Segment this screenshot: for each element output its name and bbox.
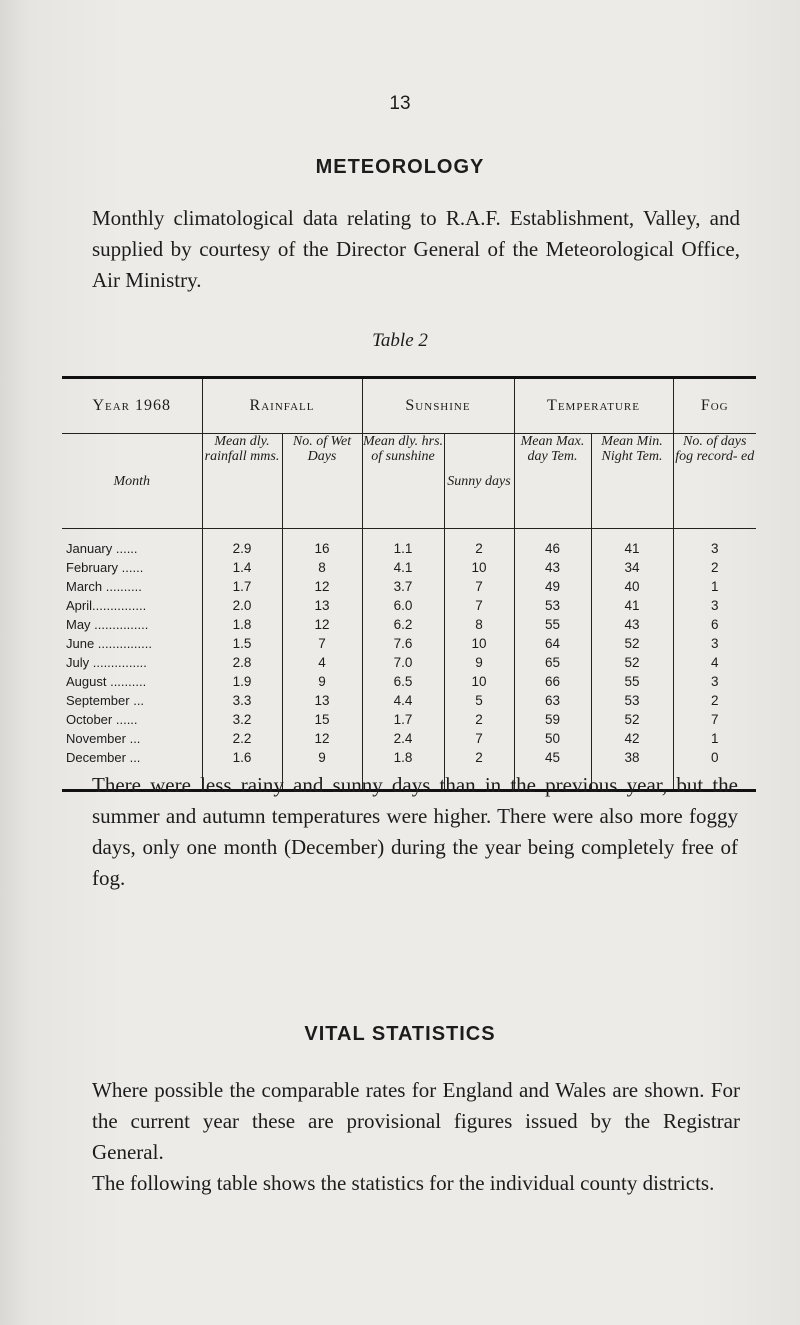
rain-cell: 2.8	[202, 653, 282, 672]
sun-cell: 4.1	[362, 558, 444, 577]
wet-cell: 9	[282, 748, 362, 791]
min-cell: 41	[591, 596, 673, 615]
max-cell: 59	[514, 710, 591, 729]
max-cell: 53	[514, 596, 591, 615]
table-caption: Table 2	[372, 330, 428, 351]
sun-cell: 7.6	[362, 634, 444, 653]
max-cell: 45	[514, 748, 591, 791]
sun-cell: 1.7	[362, 710, 444, 729]
fog-cell: 3	[710, 636, 719, 651]
sun-cell: 1.1	[362, 529, 444, 559]
month-cell: July ...............	[62, 653, 202, 672]
table-row	[62, 577, 756, 596]
fog-cell: 0	[710, 750, 719, 765]
min-cell: 52	[591, 634, 673, 653]
sunny-cell: 10	[444, 672, 514, 691]
sunny-cell: 7	[444, 596, 514, 615]
min-cell: 52	[591, 710, 673, 729]
rain-cell: 1.8	[202, 615, 282, 634]
table-row	[62, 634, 756, 653]
fog-cell: 3	[710, 598, 719, 613]
month-cell: December ...	[62, 748, 202, 791]
table-row	[62, 691, 756, 710]
wet-cell: 9	[282, 672, 362, 691]
meteorology-intro: Monthly climatological data relating to R.A.F. Establishment, Valley, and supplied by courtesy of the Director General of the Meteorological Office, Air Ministry.	[92, 206, 740, 292]
table-row	[62, 596, 756, 615]
min-cell: 55	[591, 672, 673, 691]
sun-cell: 2.4	[362, 729, 444, 748]
min-cell: 52	[591, 653, 673, 672]
month-cell: April...............	[62, 596, 202, 615]
sunny-cell: 8	[444, 615, 514, 634]
rain-cell: 1.6	[202, 748, 282, 791]
table-row	[62, 558, 756, 577]
fog-cell: 1	[710, 579, 719, 594]
table-row	[62, 672, 756, 691]
max-cell: 50	[514, 729, 591, 748]
wet-cell: 16	[282, 529, 362, 559]
max-cell: 64	[514, 634, 591, 653]
sunny-days-header: Sunny days	[444, 434, 514, 529]
month-cell: September ...	[62, 691, 202, 710]
month-cell: June ...............	[62, 634, 202, 653]
min-temp-header: Mean Min. Night Tem.	[591, 434, 673, 529]
rain-cell: 1.7	[202, 577, 282, 596]
sun-cell: 1.8	[362, 748, 444, 791]
max-cell: 46	[514, 529, 591, 559]
month-cell: February ......	[62, 558, 202, 577]
wet-cell: 13	[282, 596, 362, 615]
max-cell: 55	[514, 615, 591, 634]
climate-table	[62, 376, 756, 792]
wet-cell: 12	[282, 615, 362, 634]
fog-cell: 3	[710, 541, 719, 556]
rain-cell: 2.0	[202, 596, 282, 615]
sub-header-row	[62, 434, 756, 529]
vital-statistics-para-2: The following table shows the statistics for the individual county districts.	[92, 1171, 715, 1195]
fog-cell: 3	[710, 674, 719, 689]
sunny-cell: 10	[444, 558, 514, 577]
rain-cell: 3.3	[202, 691, 282, 710]
max-cell: 63	[514, 691, 591, 710]
vital-statistics-heading: VITAL STATISTICS	[304, 1023, 496, 1045]
max-cell: 66	[514, 672, 591, 691]
sun-cell: 6.0	[362, 596, 444, 615]
month-cell: August ..........	[62, 672, 202, 691]
sunny-cell: 5	[444, 691, 514, 710]
month-column-header: Month	[62, 434, 202, 529]
rain-cell: 2.2	[202, 729, 282, 748]
min-cell: 34	[591, 558, 673, 577]
sunny-cell: 10	[444, 634, 514, 653]
sunny-cell: 7	[444, 577, 514, 596]
sunshine-header: Sunshine	[362, 378, 514, 434]
temperature-header: Temperature	[514, 378, 673, 434]
month-cell: January ......	[62, 529, 202, 559]
sun-cell: 7.0	[362, 653, 444, 672]
rain-cell: 2.9	[202, 529, 282, 559]
fog-header: Fog	[673, 378, 756, 434]
min-cell: 43	[591, 615, 673, 634]
climate-table-body	[62, 529, 756, 791]
fog-cell: 4	[710, 655, 719, 670]
group-header-row	[62, 378, 756, 434]
year-header: Year 1968	[62, 378, 202, 434]
sun-cell: 6.2	[362, 615, 444, 634]
wet-cell: 15	[282, 710, 362, 729]
sun-cell: 4.4	[362, 691, 444, 710]
wet-cell: 8	[282, 558, 362, 577]
max-cell: 65	[514, 653, 591, 672]
rain-cell: 1.4	[202, 558, 282, 577]
sunny-cell: 7	[444, 729, 514, 748]
fog-cell: 7	[710, 712, 719, 727]
min-cell: 42	[591, 729, 673, 748]
page-number: 13	[389, 93, 411, 114]
rain-cell: 3.2	[202, 710, 282, 729]
table-row	[62, 729, 756, 748]
sunshine-mean-header: Mean dly. hrs. of sunshine	[362, 434, 444, 529]
month-cell: May ...............	[62, 615, 202, 634]
wet-cell: 12	[282, 577, 362, 596]
fog-cell: 2	[710, 693, 719, 708]
wet-cell: 13	[282, 691, 362, 710]
meteorology-summary: There were less rainy and sunny days than in the previous year, but the summer and autumn temperatures were higher. There were also more foggy days, only one month (December) during the year being completely free of fog.	[92, 773, 738, 890]
max-cell: 49	[514, 577, 591, 596]
min-cell: 41	[591, 529, 673, 559]
fog-cell: 1	[710, 731, 719, 746]
min-cell: 40	[591, 577, 673, 596]
max-cell: 43	[514, 558, 591, 577]
rainfall-mean-header: Mean dly. rainfall mms.	[202, 434, 282, 529]
rain-cell: 1.5	[202, 634, 282, 653]
rain-cell: 1.9	[202, 672, 282, 691]
wet-cell: 4	[282, 653, 362, 672]
min-cell: 38	[591, 748, 673, 791]
wet-cell: 7	[282, 634, 362, 653]
month-cell: October ......	[62, 710, 202, 729]
fog-days-header: No. of days fog record- ed	[673, 434, 756, 529]
sunny-cell: 2	[444, 710, 514, 729]
sunny-cell: 9	[444, 653, 514, 672]
fog-cell: 2	[710, 560, 719, 575]
table-row	[62, 615, 756, 634]
table-row	[62, 653, 756, 672]
wet-cell: 12	[282, 729, 362, 748]
fog-cell: 6	[710, 617, 719, 632]
sun-cell: 6.5	[362, 672, 444, 691]
min-cell: 53	[591, 691, 673, 710]
rainfall-header: Rainfall	[202, 378, 362, 434]
sun-cell: 3.7	[362, 577, 444, 596]
month-cell: November ...	[62, 729, 202, 748]
vital-statistics-para-1: Where possible the comparable rates for England and Wales are shown. For the current year these are provisional figures issued by the Registrar General.	[92, 1078, 740, 1164]
wet-days-header: No. of Wet Days	[282, 434, 362, 529]
sunny-cell: 2	[444, 529, 514, 559]
month-cell: March ..........	[62, 577, 202, 596]
sunny-cell: 2	[444, 748, 514, 791]
max-temp-header: Mean Max. day Tem.	[514, 434, 591, 529]
meteorology-heading: METEOROLOGY	[315, 156, 485, 178]
table-row	[62, 710, 756, 729]
table-row	[62, 529, 756, 559]
